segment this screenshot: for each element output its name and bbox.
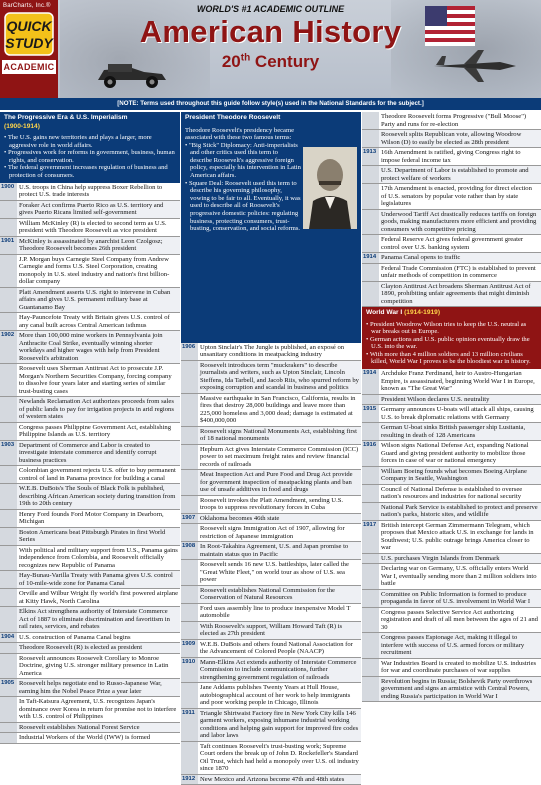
timeline-text: Department of Commerce and Labor is created to investigate interstate commerce and identify corrupt business practices (17, 441, 180, 466)
timeline-text: Clayton Antitrust Act broadens Sherman Antitrust Act of 1890, prohibiting unfair agreements that might diminish competition (379, 282, 541, 307)
note-bar: [NOTE: Terms used throughout this guide follow style(s) used in the National Standards for the subject.] (0, 98, 541, 110)
timeline-row (0, 364, 180, 397)
timeline-text: Committee on Public Information is formed to produce propaganda in favor of U.S. involvement in World War I (379, 590, 541, 607)
timeline-year: 1915 (362, 405, 379, 422)
timeline-row (362, 521, 541, 554)
timeline-row (0, 331, 180, 364)
timeline-year (362, 677, 379, 702)
timeline-row (362, 210, 541, 236)
timeline-row (0, 607, 180, 633)
timeline-row (0, 237, 180, 255)
timeline-row (362, 184, 541, 210)
timeline-text: Wilson signs National Defense Act, expanding National Guard and giving president authority to mobilize those forces in case of war or national emergency (379, 441, 541, 466)
timeline-text: Upton Sinclair's The Jungle is published, an exposé on unsanitary conditions in meatpacking industry (198, 343, 361, 360)
timeline-year (0, 313, 17, 330)
timeline-year: 1916 (362, 441, 379, 466)
timeline-row (362, 633, 541, 659)
timeline-text: William McKinley (R) is elected to second term as U.S. president with Theodore Roosevelt as vice president (17, 219, 180, 236)
timeline-text: Declaring war on Germany, U.S. officially enters World War I, eventually sending more than 2 million soldiers into battle (379, 564, 541, 589)
timeline-year (362, 485, 379, 502)
timeline-row (362, 130, 541, 148)
timeline-text: Congress passes Espionage Act, making it illegal to interfere with success of U.S. armed forces or military recruitment (379, 633, 541, 658)
timeline-row (0, 697, 180, 723)
timeline-year (0, 466, 17, 483)
timeline-text: New Mexico and Arizona become 47th and 48th states (198, 775, 361, 785)
timeline-row (0, 546, 180, 572)
timeline-text: J.P. Morgan buys Carnegie Steel Company from Andrew Carnegie and forms U.S. Steel Corporation, creating monopoly in U.S. steel industry and nation's first billion-dollar company (17, 255, 180, 287)
timeline-text: War Industries Board is created to mobilize U.S. industries for war and coordinate purchases of war supplies (379, 659, 541, 676)
timeline-text: National Park Service is established to protect and preserve nation's parks, historic sites, and wildlife (379, 503, 541, 520)
timeline-list (181, 343, 361, 785)
timeline-year (362, 608, 379, 633)
timeline-year (181, 445, 198, 470)
timeline-text: Federal Reserve Act gives federal government greater control over U.S. banking system (379, 235, 541, 252)
academic-label: ACADEMIC (2, 60, 56, 74)
timeline-year: 1904 (0, 633, 17, 643)
timeline-year (362, 659, 379, 676)
section-title: World War I (366, 309, 402, 316)
timeline-text: Germany announces U-boats will attack all ships, causing U.S. to break diplomatic relations with Germany (379, 405, 541, 422)
timeline-text: German U-boat sinks British passenger ship Lusitania, resulting in death of 128 Americans (379, 423, 541, 440)
timeline-row (181, 683, 361, 709)
timeline-year (362, 633, 379, 658)
timeline-text: Roosevelt announces Roosevelt Corollary to Monroe Doctrine, giving U.S. stronger military presence in Latin America (17, 654, 180, 679)
timeline-row (181, 514, 361, 525)
section-heading-progressive-era (0, 112, 180, 133)
section-heading-roosevelt (181, 112, 361, 125)
timeline-text: Congress passes Selective Service Act authorizing registration and draft of all men between the ages of 21 and 30 (379, 608, 541, 633)
timeline-text: Hepburn Act gives Interstate Commerce Commission (ICC) power to set maximum freight rates and review financial records of railroads (198, 445, 361, 470)
bullet-item: • President Woodrow Wilson tries to keep the U.S. neutral as war breaks out in Europe. (366, 321, 537, 336)
bullet-item: • German actions and U.S. public opinion eventually draw the U.S. into the war. (366, 336, 537, 351)
airplane-icon (430, 48, 520, 84)
timeline-text: U.S. Department of Labor is established to promote and protect welfare of workers (379, 166, 541, 183)
timeline-row (181, 586, 361, 604)
timeline-row (181, 445, 361, 471)
timeline-year: 1911 (181, 709, 198, 741)
timeline-row (362, 148, 541, 166)
timeline-row (181, 496, 361, 514)
timeline-year (181, 427, 198, 444)
timeline-row (362, 235, 541, 253)
timeline-text: Roosevelt establishes National Forest Service (17, 723, 180, 733)
timeline-text: Revolution begins in Russia; Bolshevik Party overthrows government and signs an armistice with Central Powers, ending Russia's participation in World War I (379, 677, 541, 702)
timeline-text: Roosevelt invokes the Platt Amendment, sending U.S. troops to suppress revolutionary forces in Cuba (198, 496, 361, 513)
timeline-year (0, 528, 17, 545)
timeline-year (362, 282, 379, 307)
timeline-row (362, 554, 541, 565)
timeline-text: More than 100,000 mine workers in Pennsylvania join Anthracite Coal Strike, eventually winning shorter workdays and higher wages with help from President Roosevelt's arbitration (17, 331, 180, 363)
timeline-row (181, 742, 361, 775)
intro-text: Theodore Roosevelt's presidency became associated with these two famous terms: (185, 127, 301, 142)
timeline-row (181, 343, 361, 361)
timeline-year (181, 394, 198, 426)
timeline-row (0, 654, 180, 680)
timeline-year (181, 622, 198, 639)
timeline-row (181, 640, 361, 658)
timeline-year (0, 255, 17, 287)
timeline-year (362, 564, 379, 589)
vintage-car-icon (92, 60, 172, 90)
timeline-row (0, 201, 180, 219)
timeline-text: Hay-Pauncefote Treaty with Britain gives U.S. control of any canal built across Central American isthmus (17, 313, 180, 330)
american-flag-icon (425, 6, 475, 46)
timeline-text: Roosevelt introduces term "muckrakers" to describe journalists and writers, such as Upton Sinclair, Lincoln Steffens, Ida Tarbell, and Jacob Riis, who spurred reform by exposing corruption and scandal in business and politics (198, 361, 361, 393)
timeline-year (0, 364, 17, 396)
section-heading-world-war-1 (362, 307, 541, 320)
timeline-year (362, 590, 379, 607)
section-bullets (362, 320, 541, 370)
timeline-row (0, 219, 180, 237)
timeline-row (181, 542, 361, 560)
timeline-year (0, 484, 17, 509)
logo-line1: QUICK (6, 18, 52, 34)
logo-line2: STUDY (5, 35, 54, 51)
timeline-text: President Wilson declares U.S. neutrality (379, 395, 541, 405)
timeline-row (362, 405, 541, 423)
timeline-text: Hay-Bunau-Varilla Treaty with Panama gives U.S. control of 10-mile-wide zone for Panama Canal (17, 571, 180, 588)
timeline-year: 1914 (362, 253, 379, 263)
timeline-year (181, 496, 198, 513)
timeline-year: 1906 (181, 343, 198, 360)
section-years: (1914-1919) (404, 309, 440, 316)
timeline-text: U.S. construction of Panama Canal begins (17, 633, 180, 643)
timeline-row (362, 423, 541, 441)
timeline-row (362, 485, 541, 503)
timeline-year: 1908 (181, 542, 198, 559)
timeline-year (362, 112, 379, 129)
timeline-year: 1903 (0, 441, 17, 466)
timeline-year (0, 733, 17, 743)
timeline-year: 1905 (0, 679, 17, 696)
page-title: American History (0, 14, 541, 50)
timeline-text: In Root-Takahira Agreement, U.S. and Japan promise to maintain status quo in Pacific (198, 542, 361, 559)
timeline-year (0, 589, 17, 606)
timeline-year (0, 571, 17, 588)
timeline-year (181, 586, 198, 603)
timeline-row (0, 723, 180, 734)
timeline-row (362, 395, 541, 406)
timeline-year (0, 397, 17, 422)
timeline-row (181, 775, 361, 785)
roosevelt-portrait-icon (303, 147, 357, 229)
timeline-year (0, 643, 17, 653)
section-bullets (0, 133, 180, 183)
bullet-item: • The federal government increases regulation of business and protection of consumers. (4, 164, 176, 179)
timeline-text: In Taft-Katsura Agreement, U.S. recognizes Japan's dominance over Korea in return for promise not to interfere with U.S. control of Philippines (17, 697, 180, 722)
timeline-text: Roosevelt establishes National Commission for the Conservation of Natural Resources (198, 586, 361, 603)
timeline-row (362, 441, 541, 467)
tagline: WORLD'S #1 ACADEMIC OUTLINE (0, 4, 541, 14)
timeline-year (362, 554, 379, 564)
timeline-year (0, 697, 17, 722)
timeline-row (362, 166, 541, 184)
timeline-row (362, 659, 541, 677)
timeline-row (0, 733, 180, 744)
timeline-row (0, 441, 180, 467)
timeline-row (362, 590, 541, 608)
timeline-text: Industrial Workers of the World (IWW) is formed (17, 733, 180, 743)
timeline-text: Henry Ford founds Ford Motor Company in Dearborn, Michigan (17, 510, 180, 527)
timeline-year (362, 210, 379, 235)
timeline-year (181, 524, 198, 541)
timeline-row (362, 264, 541, 282)
timeline-list (362, 112, 541, 307)
timeline-year (362, 184, 379, 209)
timeline-year (181, 470, 198, 495)
timeline-year (181, 742, 198, 774)
timeline-year (0, 423, 17, 440)
timeline-year (0, 654, 17, 679)
timeline-year (0, 219, 17, 236)
timeline-list (362, 369, 541, 702)
timeline-row (0, 255, 180, 288)
column-2 (181, 112, 361, 700)
timeline-text: Underwood Tariff Act drastically reduces tariffs on foreign goods, making manufacturers more efficient and providing consumers with competitive pricing (379, 210, 541, 235)
timeline-row (0, 571, 180, 589)
timeline-text: Federal Trade Commission (FTC) is established to prevent unfair methods of competition in commerce (379, 264, 541, 281)
timeline-year (0, 201, 17, 218)
timeline-text: Roosevelt sends 16 new U.S. battleships, later called the "Great White Fleet," on world tour as show of U.S. sea power (198, 560, 361, 585)
timeline-row (0, 183, 180, 201)
timeline-text: Theodore Roosevelt forms Progressive ("Bull Moose") Party and runs for re-election (379, 112, 541, 129)
timeline-text: Massive earthquake in San Francisco, California, results in fires that destroy 28,000 buildings and leave more than 225,000 homeless and 3,000 dead; damage is estimated at $400,000,000 (198, 394, 361, 426)
timeline-text: Meat Inspection Act and Pure Food and Drug Act provide for government inspection of meatpacking plants and ban use of unsafe additives in food and drugs (198, 470, 361, 495)
timeline-text: William Boeing founds what becomes Boeing Airplane Company in Seattle, Washington (379, 467, 541, 484)
timeline-year (0, 288, 17, 313)
timeline-text: Panama Canal opens to traffic (379, 253, 541, 263)
timeline-row (0, 589, 180, 607)
timeline-text: With political and military support from U.S., Panama gains independence from Colombia, and Roosevelt officially recognizes new Republic of Panama (17, 546, 180, 571)
timeline-row (362, 467, 541, 485)
timeline-year: 1909 (181, 640, 198, 657)
bullet-item: • Progressives work for reforms in government, business, human rights, and conservation. (4, 149, 176, 164)
timeline-row (0, 313, 180, 331)
bullet-item: • With more than 4 million soldiers and 13 million civilians killed, World War I proves to be the bloodiest war in history. (366, 351, 537, 366)
timeline-text: Roosevelt signs National Monuments Act, establishing first of 18 national monuments (198, 427, 361, 444)
timeline-list (0, 183, 180, 744)
timeline-year (362, 395, 379, 405)
timeline-row (362, 112, 541, 130)
timeline-year: 1913 (362, 148, 379, 165)
timeline-row (0, 466, 180, 484)
timeline-row (362, 253, 541, 264)
timeline-year (0, 546, 17, 571)
subtitle-number: 20 (222, 52, 241, 71)
timeline-text: W.E.B. DuBois's The Souls of Black Folk is published, describing African American society during transition from 19th to 20th century (17, 484, 180, 509)
timeline-row (181, 709, 361, 742)
timeline-year (181, 361, 198, 393)
timeline-text: Elkins Act strengthens authority of Interstate Commerce Act of 1887 to eliminate discrimination and favoritism in rail rates, services, and rebates (17, 607, 180, 632)
timeline-row (181, 394, 361, 427)
timeline-year (362, 166, 379, 183)
bullet-item: • Square Deal: Roosevelt used this term to describe his governing philosophy, vowing to be fair to all. Eventually, it was used to describe all of Roosevelt's progressive domestic policies: regulating business, protecting consumers, trust-busting, conservation, and social reforms. (185, 180, 301, 233)
subtitle-rest: Century (250, 52, 319, 71)
timeline-text: Colombian government rejects U.S. offer to buy permanent control of land in Panama province for building a canal (17, 466, 180, 483)
timeline-year (362, 503, 379, 520)
timeline-text: Theodore Roosevelt (R) is elected as president (17, 643, 180, 653)
roosevelt-intro-box (181, 125, 361, 343)
timeline-text: 16th Amendment is ratified, giving Congress right to impose federal income tax (379, 148, 541, 165)
timeline-text: Council of National Defense is established to oversee nation's resources and industries for national security (379, 485, 541, 502)
timeline-year (0, 510, 17, 527)
timeline-year: 1900 (0, 183, 17, 200)
section-title: The Progressive Era & U.S. Imperialism (4, 114, 176, 123)
bullet-item: • The U.S. gains new territories and plays a larger, more aggressive role in world affairs. (4, 134, 176, 149)
timeline-text: Taft continues Roosevelt's trust-busting work; Supreme Court orders the break up of John D. Rockefeller's Standard Oil Trust, which had held a monopoly over U.S. oil industry since 1870 (198, 742, 361, 774)
timeline-text: Boston Americans beat Pittsburgh Pirates in first World Series (17, 528, 180, 545)
timeline-text: Roosevelt uses Sherman Antitrust Act to prosecute J.P. Morgan's Northern Securities Company, forcing company to dissolve four years later and starting series of similar trust-busting cases (17, 364, 180, 396)
timeline-row (181, 604, 361, 622)
timeline-year: 1917 (362, 521, 379, 553)
column-1 (0, 112, 180, 700)
timeline-year: 1902 (0, 331, 17, 363)
timeline-row (181, 361, 361, 394)
bullet-item: • "Big Stick" Diplomacy: Anti-imperialists and other critics used this term to describe Roosevelt's aggressive foreign policy, especially his intervention in Latin American affairs. (185, 142, 301, 180)
timeline-year: 1907 (181, 514, 198, 524)
timeline-year (181, 560, 198, 585)
timeline-text: Archduke Franz Ferdinand, heir to Austro-Hungarian Empire, is assassinated, beginning World War I in Europe, known as "The Great War" (379, 369, 541, 394)
timeline-row (0, 528, 180, 546)
timeline-text: With Roosevelt's support, William Howard Taft (R) is elected as 27th president (198, 622, 361, 639)
timeline-row (362, 608, 541, 634)
timeline-row (181, 622, 361, 640)
timeline-row (0, 423, 180, 441)
timeline-text: Foraker Act confirms Puerto Rico as U.S. territory and gives Puerto Ricans limited self-government (17, 201, 180, 218)
timeline-row (362, 564, 541, 590)
timeline-row (181, 524, 361, 542)
timeline-row (0, 510, 180, 528)
timeline-year: 1914 (362, 369, 379, 394)
timeline-year (181, 604, 198, 621)
timeline-year (0, 723, 17, 733)
section-title: President Theodore Roosevelt (185, 114, 357, 123)
section-years: (1900-1914) (4, 123, 176, 132)
timeline-row (362, 282, 541, 308)
timeline-text: Ford uses assembly line to produce inexpensive Model T automobile (198, 604, 361, 621)
timeline-text: Jane Addams publishes Twenty Years at Hull House, autobiographical account of her work to help immigrants and poor working people in Chicago, Illinois (198, 683, 361, 708)
timeline-row (181, 470, 361, 496)
timeline-year (362, 467, 379, 484)
timeline-row (362, 503, 541, 521)
timeline-row (0, 633, 180, 644)
timeline-text: Roosevelt signs Immigration Act of 1907, allowing for restriction of Japanese immigration (198, 524, 361, 541)
timeline-year: 1910 (181, 658, 198, 683)
timeline-text: 17th Amendment is enacted, providing for direct election of U.S. senators by popular vote rather than by state legislatures (379, 184, 541, 209)
timeline-text: Mann-Elkins Act extends authority of Interstate Commerce Commission to include communications, further strengthening government regulation of railroads (198, 658, 361, 683)
timeline-text: Platt Amendment asserts U.S. right to intervene in Cuban affairs and gives U.S. permanent military base at Guantanamo Bay (17, 288, 180, 313)
timeline-year: 1912 (181, 775, 198, 785)
timeline-text: Triangle Shirtwaist Factory fire in New York City kills 146 garment workers, exposing inhumane industrial working conditions and helping gain support for improved fire codes and labor laws (198, 709, 361, 741)
timeline-row (362, 369, 541, 395)
timeline-row (181, 427, 361, 445)
timeline-text: McKinley is assassinated by anarchist Leon Czolgosz; Theodore Roosevelt becomes 26th president (17, 237, 180, 254)
timeline-year (0, 607, 17, 632)
timeline-row (181, 560, 361, 586)
timeline-year (181, 683, 198, 708)
timeline-year (362, 264, 379, 281)
timeline-text: Newlands Reclamation Act authorizes proceeds from sales of public lands to pay for irrigation projects in arid regions of western states (17, 397, 180, 422)
timeline-row (362, 677, 541, 703)
timeline-year (362, 235, 379, 252)
timeline-text: Congress passes Philippine Government Act, establishing Philippine Islands as U.S. territory (17, 423, 180, 440)
timeline-row (0, 288, 180, 314)
timeline-text: Orville and Wilbur Wright fly world's first powered airplane at Kitty Hawk, North Carolina (17, 589, 180, 606)
timeline-row (0, 397, 180, 423)
timeline-row (0, 679, 180, 697)
header-banner (0, 0, 541, 98)
timeline-text: Roosevelt splits Republican vote, allowing Woodrow Wilson (D) to easily be elected as 28th president (379, 130, 541, 147)
subtitle-suffix: th (241, 52, 250, 63)
timeline-text: Roosevelt helps negotiate end to Russo-Japanese War, earning him the Nobel Peace Prize a year later (17, 679, 180, 696)
timeline-year: 1901 (0, 237, 17, 254)
column-3 (362, 112, 541, 700)
timeline-row (0, 484, 180, 510)
brand-name: BarCharts, Inc.® (3, 3, 51, 9)
timeline-row (0, 643, 180, 654)
timeline-row (181, 658, 361, 684)
timeline-text: Oklahoma becomes 46th state (198, 514, 361, 524)
timeline-text: W.E.B. DuBois and others found National Association for the Advancement of Colored People (NAACP) (198, 640, 361, 657)
timeline-text: U.S. purchases Virgin Islands from Denmark (379, 554, 541, 564)
timeline-text: British intercept German Zimmermann Telegram, which proposes that Mexico attack U.S. in exchange for lands in Southwest; U.S. public outrage brings America closer to war (379, 521, 541, 553)
timeline-text: U.S. troops in China help suppress Boxer Rebellion to protect U.S. trade interests (17, 183, 180, 200)
timeline-year (362, 130, 379, 147)
timeline-year (362, 423, 379, 440)
